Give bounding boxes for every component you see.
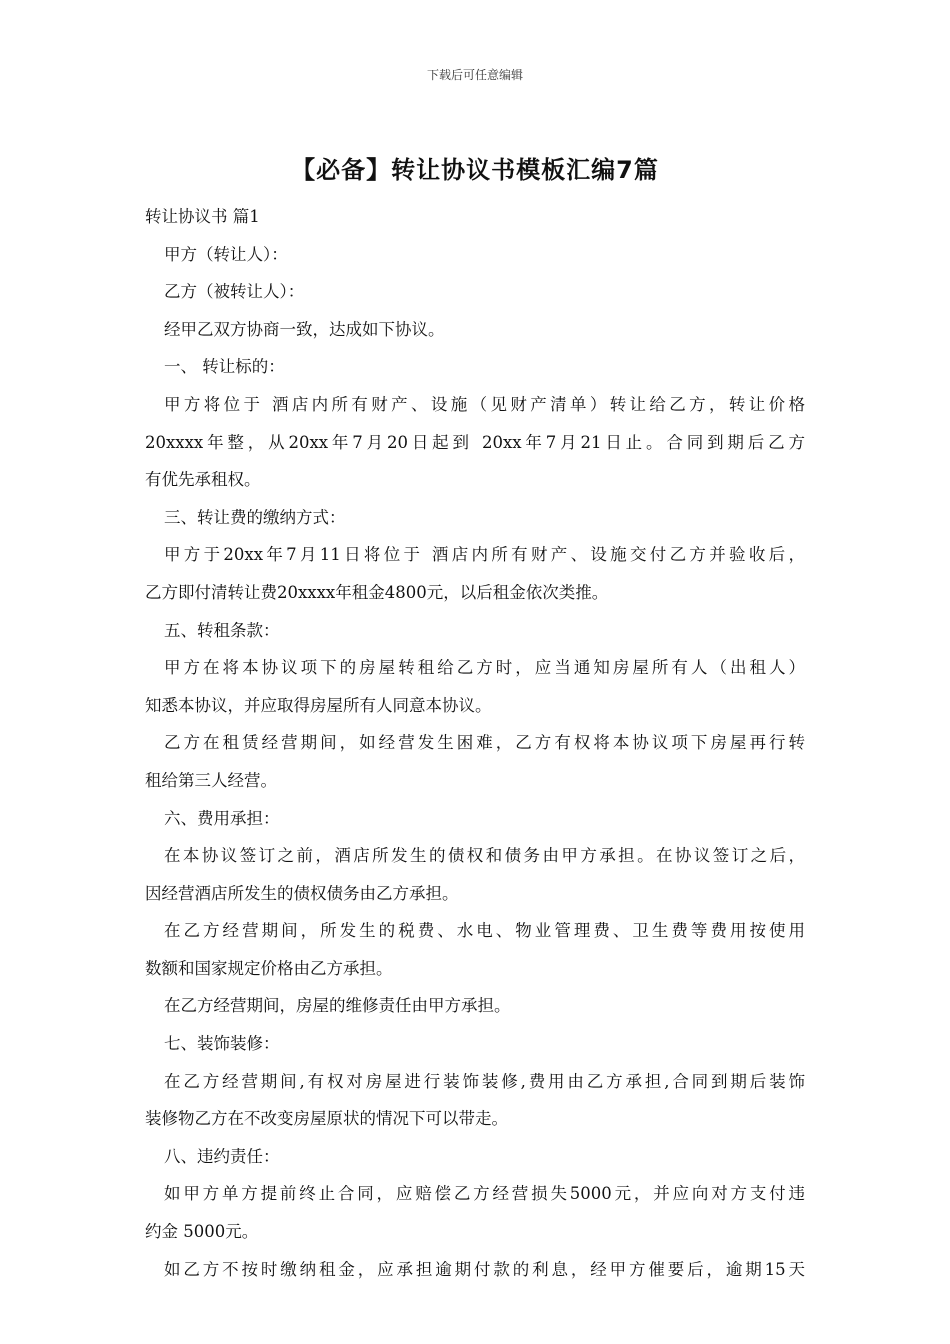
paragraph-line: 约金 5000元。 <box>145 1222 259 1242</box>
paragraph-line: 在本协议签订之前，酒店所发生的债权和债务由甲方承担。在协议签订之后， <box>164 846 805 866</box>
paragraph-line: 因经营酒店所发生的债权债务由乙方承担。 <box>145 883 459 903</box>
paragraph-line: 装修物乙方在不改变房屋原状的情况下可以带走。 <box>145 1109 508 1129</box>
paragraph-line: 有优先承租权。 <box>145 470 261 490</box>
paragraph-line: 甲方将位于 酒店内所有财产、设施（见财产清单）转让给乙方，转让价格 <box>164 394 805 414</box>
section-heading: 转让协议书 篇1 <box>145 207 260 226</box>
paragraph-line: 经甲乙双方协商一致，达成如下协议。 <box>164 319 445 339</box>
paragraph-line: 数额和国家规定价格由乙方承担。 <box>145 958 393 978</box>
paragraph-line: 20xxxx年整，从20xx年7月20日起到 20xx年7月21日止。合同到期后乙方 <box>145 432 805 452</box>
paragraph-line: 知悉本协议，并应取得房屋所有人同意本协议。 <box>145 695 492 715</box>
clause-heading: 五、转租条款： <box>164 620 280 640</box>
clause-heading: 六、费用承担： <box>164 808 280 828</box>
paragraph-line: 如乙方不按时缴纳租金，应承担逾期付款的利息，经甲方催要后，逾期15天 <box>164 1259 805 1279</box>
document-body <box>145 198 805 1288</box>
paragraph-line: 甲方在将本协议项下的房屋转租给乙方时，应当通知房屋所有人（出租人） <box>164 658 805 678</box>
paragraph-line: 在乙方经营期间,有权对房屋进行装饰装修,费用由乙方承担,合同到期后装饰 <box>164 1071 805 1091</box>
clause-heading: 三、转让费的缴纳方式： <box>164 507 346 527</box>
clause-heading: 八、违约责任： <box>164 1146 280 1166</box>
paragraph-line: 乙方在租赁经营期间，如经营发生困难，乙方有权将本协议项下房屋再行转 <box>164 733 805 753</box>
paragraph-line: 如甲方单方提前终止合同，应赔偿乙方经营损失5000元，并应向对方支付违 <box>164 1184 805 1204</box>
paragraph-line: 甲方于20xx年7月11日将位于 酒店内所有财产、设施交付乙方并验收后， <box>164 545 805 565</box>
clause-heading: 七、装饰装修： <box>164 1034 280 1054</box>
header-note: 下载后可任意编辑 <box>426 68 523 82</box>
document-title: 【必备】转让协议书模板汇编7篇 <box>291 156 659 184</box>
party-a-line: 甲方（转让人）： <box>164 244 288 264</box>
paragraph-line: 在乙方经营期间，所发生的税费、水电、物业管理费、卫生费等费用按使用 <box>164 921 805 941</box>
paragraph-line: 在乙方经营期间，房屋的维修责任由甲方承担。 <box>164 996 511 1016</box>
paragraph-line: 乙方即付清转让费20xxxx年租金4800元，以后租金依次类推。 <box>145 582 609 602</box>
party-b-line: 乙方（被转让人）： <box>164 282 305 302</box>
paragraph-line: 租给第三人经营。 <box>145 770 277 790</box>
clause-heading: 一、 转让标的： <box>164 357 285 377</box>
